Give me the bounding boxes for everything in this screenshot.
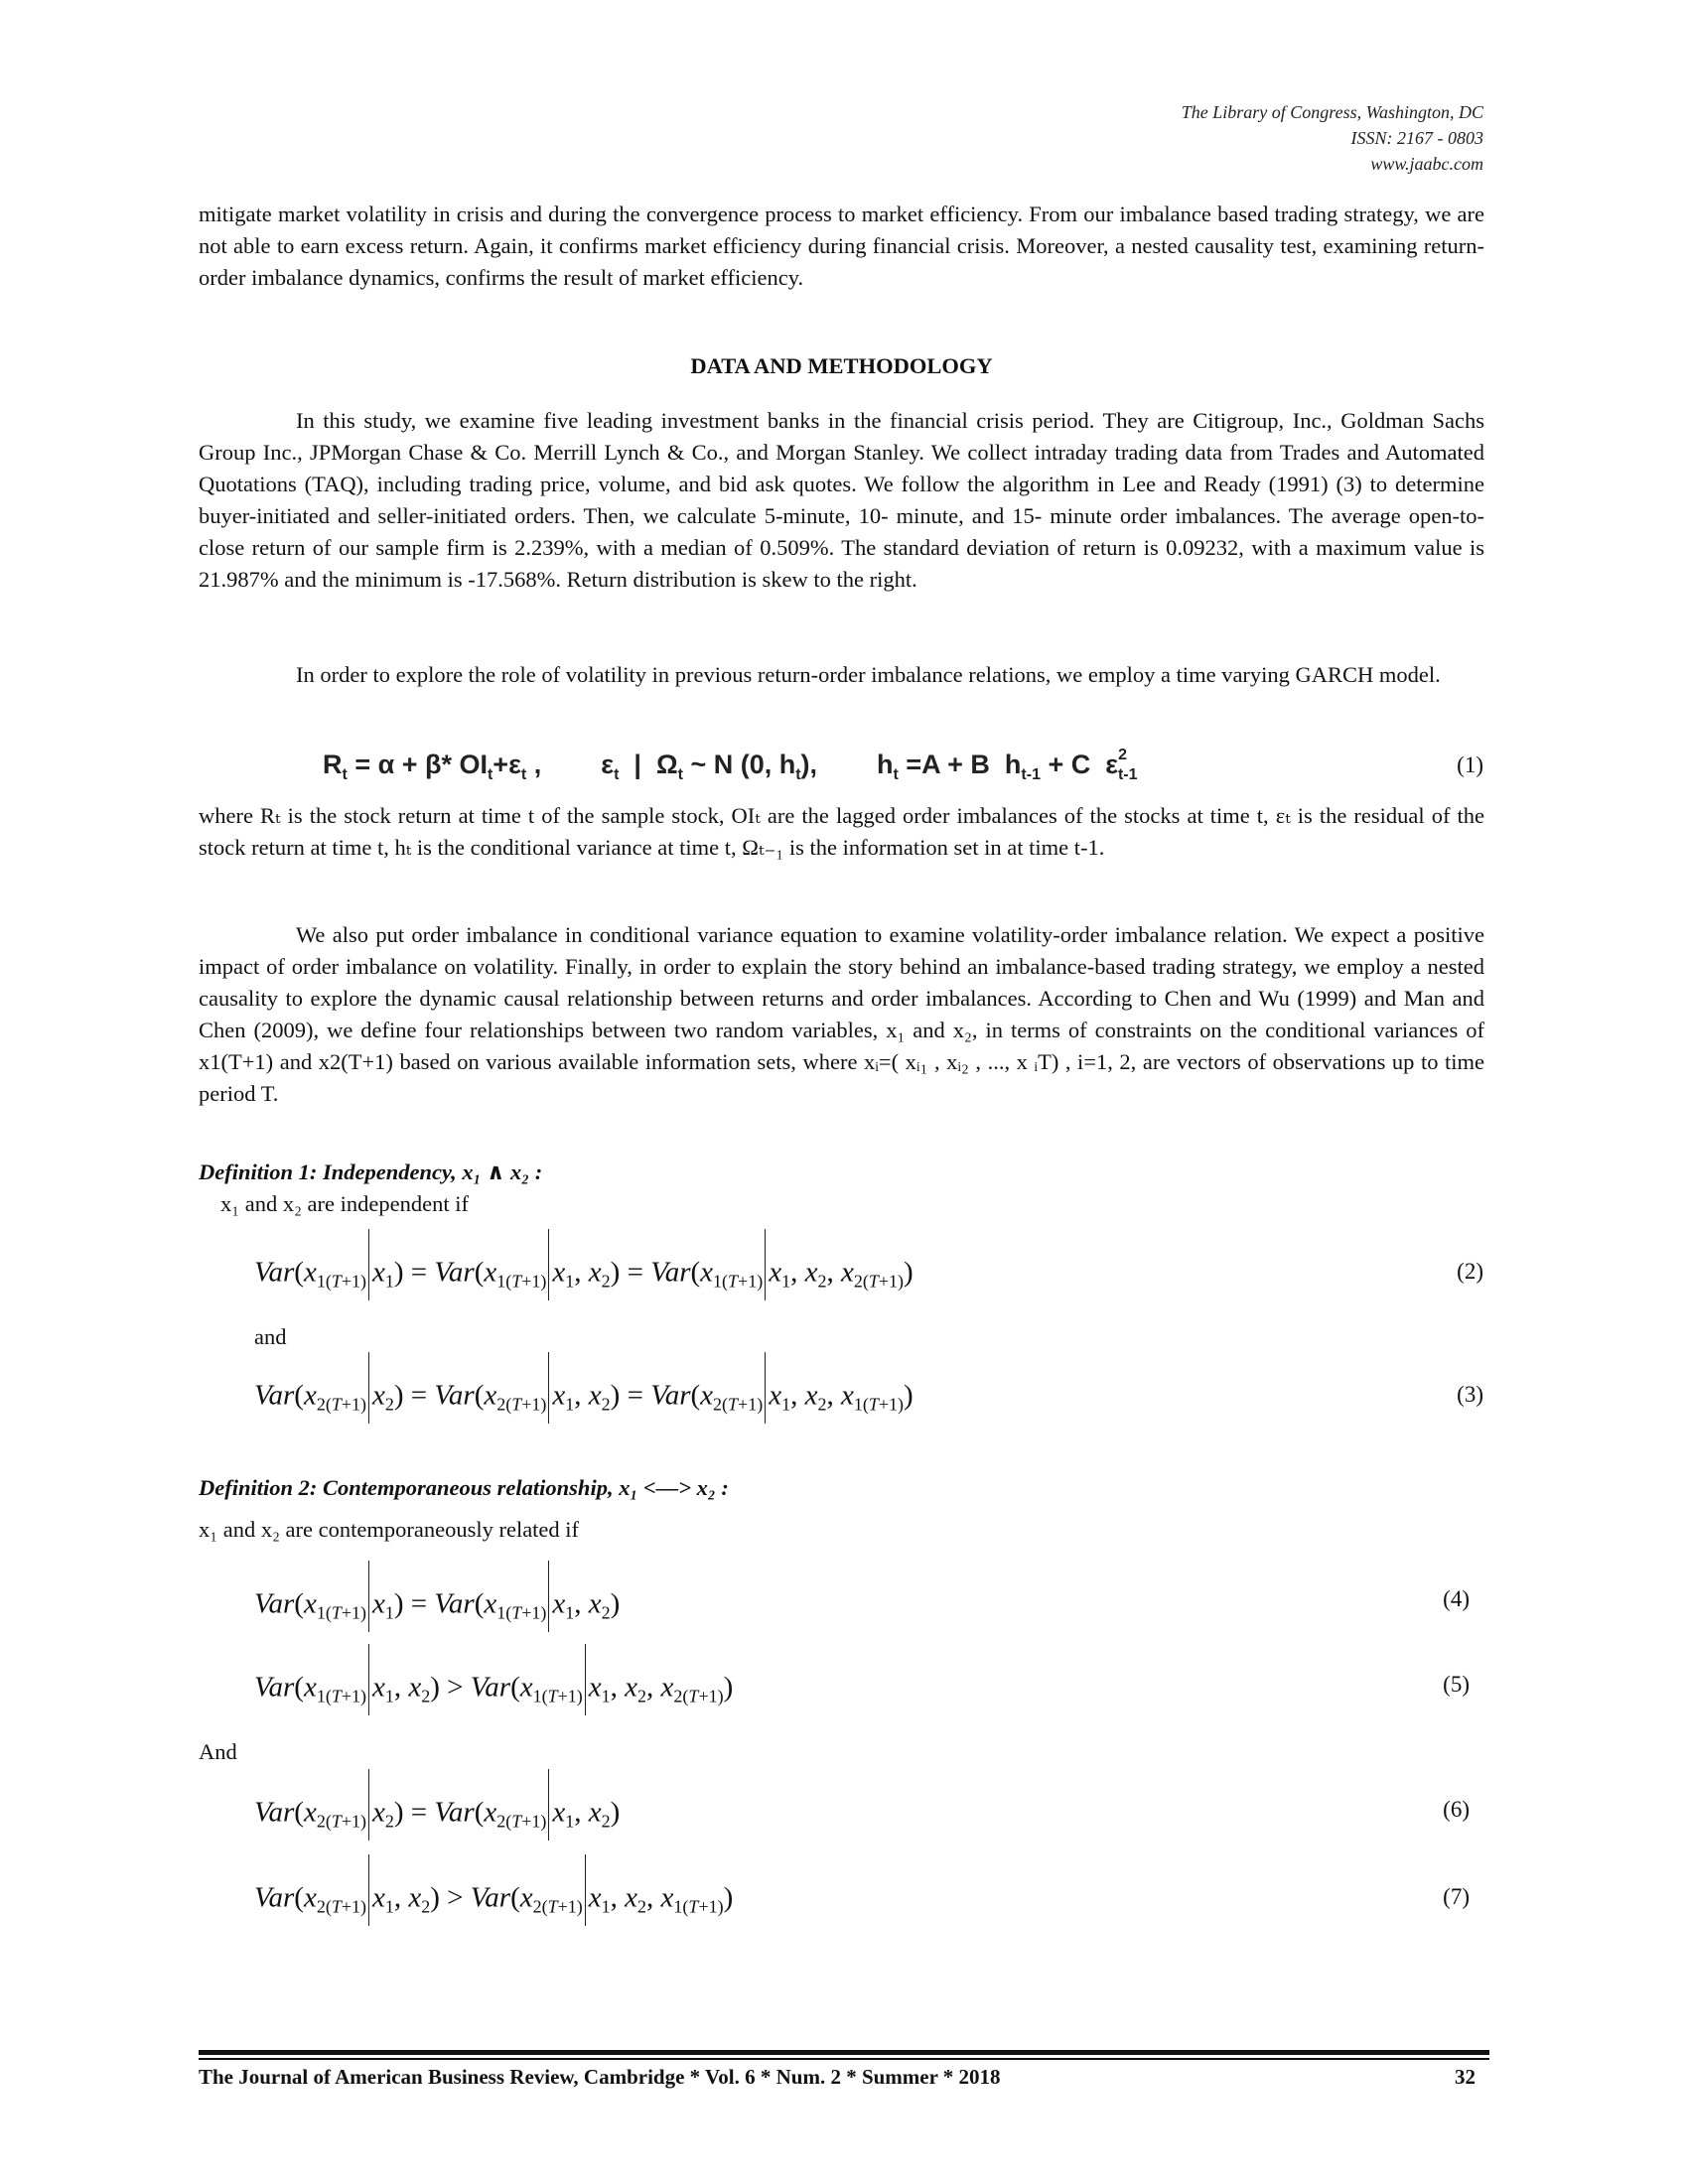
equation-3: $Var(x_{2(T+1)}$ $x_2) = Var(x_{2(T+1)}$ $x_1$, $x_2) = Var(x_{2(T+1)}$ $x_1$, $x_2$, $x_{1(T+1)}$) [254, 1362, 914, 1433]
definition-2-and: And [199, 1739, 237, 1764]
footer-rule-thin [199, 2058, 1489, 2060]
running-header [1182, 99, 1483, 177]
where-paragraph: where Rₜ is the stock return at time t of the sample stock, OIₜ are the lagged order imbalances of the stocks at time t, εₜ is the residual of the stock return at time t, hₜ is the conditional variance at time t, Ωₜ₋₁ is the information set in at time t-1. [199, 803, 1484, 860]
header-line-1: The Library of Congress, Washington, DC [1181, 102, 1483, 122]
equation-6-number: (6) [1443, 1797, 1470, 1822]
data-paragraph-block [199, 405, 1484, 596]
equation-7: $Var(x_{2(T+1)}$ $x_1$, $x_2) > Var(x_{2(T+1)}$ $x_1$, $x_2$, $x_{1(T+1)}$) [254, 1864, 733, 1936]
definition-1-and: and [254, 1324, 287, 1349]
intro-paragraph: mitigate market volatility in crisis and during the convergence process to market efficiency. From our imbalance based trading strategy, we are not able to earn excess return. Again, it confirms market efficiency during financial crisis. Moreover, a nested causality test, examining return-order imbalance dynamics, confirms the result of market efficiency. [199, 202, 1484, 290]
equation-4-number: (4) [1443, 1586, 1470, 1611]
intro-paragraph-block [199, 199, 1484, 294]
footer-journal: The Journal of American Business Review, Cambridge * Vol. 6 * Num. 2 * Summer * 2018 [199, 2065, 1001, 2089]
equation-3-number: (3) [1457, 1382, 1483, 1407]
equation-7-number: (7) [1443, 1884, 1470, 1909]
nested-paragraph-block [199, 919, 1484, 1110]
header-website: www.jaabc.com [1370, 154, 1483, 174]
where-paragraph-block [199, 800, 1484, 864]
header-issn: ISSN: 2167 - 0803 [1350, 128, 1483, 148]
page-footer [199, 2065, 1489, 2090]
garch-paragraph: In order to explore the role of volatility in previous return-order imbalance relations, we employ a time varying GARCH model. [296, 662, 1441, 687]
section-title: DATA AND METHODOLOGY [690, 353, 993, 378]
garch-paragraph-block [199, 659, 1484, 691]
definition-2-intro: x₁ and x₂ are contemporaneously related if [199, 1517, 580, 1542]
equation-6: $Var(x_{2(T+1)}$ $x_2) = Var(x_{2(T+1)}$ $x_1$, $x_2$) [254, 1779, 620, 1850]
nested-paragraph: We also put order imbalance in conditional variance equation to examine volatility-order imbalance relation. We expect a positive impact of order imbalance on volatility. Finally, in order to explain the story behind an imbalance-based trading strategy, we employ a nested causality to explore the dynamic causal relationship between returns and order imbalances. According to Chen and Wu (1999) and Man and Chen (2009), we define four relationships between two random variables, x₁ and x₂, in terms of constraints on the conditional variances of x1(T+1) and x2(T+1) based on various available information sets, where xᵢ=( xᵢ₁ , xᵢ₂ , ..., x ᵢT) , i=1, 2, are vectors of observations up to time period T. [199, 922, 1484, 1106]
definition-2-title: Definition 2: Contemporaneous relationship, x₁ <—> x₂ : [199, 1475, 729, 1500]
equation-1: $R_t = \alpha + \beta*$ $OI_t+\varepsilon_t$ , $\varepsilon_t$ | $\Omega_t$ ~ N (0, $h_t$), $h_t =A + B$ $h_{t-1} + C$ $\varepsilon^2_{t-1}$ [323, 747, 1138, 783]
equation-5-number: (5) [1443, 1672, 1470, 1697]
page-number: 32 [1455, 2065, 1476, 2089]
equation-5: $Var(x_{1(T+1)}$ $x_1$, $x_2) > Var(x_{1(T+1)}$ $x_1$, $x_2$, $x_{2(T+1)}$) [254, 1654, 733, 1725]
equation-2-number: (2) [1457, 1259, 1483, 1284]
definition-1-title: Definition 1: Independency, x₁ ∧ x₂ : [199, 1160, 543, 1184]
data-paragraph: In this study, we examine five leading investment banks in the financial crisis period. They are Citigroup, Inc., Goldman Sachs Group Inc., JPMorgan Chase & Co. Merrill Lynch & Co., and Morgan Stanley. We collect intraday trading data from Trades and Automated Quotations (TAQ), including trading price, volume, and bid ask quotes. We follow the algorithm in Lee and Ready (1991) (3) to determine buyer-initiated and seller-initiated orders. Then, we calculate 5-minute, 10- minute, and 15- minute order imbalances. The average open-to-close return of our sample firm is 2.239%, with a median of 0.509%. The standard deviation of return is 0.09232, with a maximum value is 21.987% and the minimum is -17.568%. Return distribution is skew to the right. [199, 408, 1484, 592]
definition-1-intro: x₁ and x₂ are independent if [220, 1191, 469, 1216]
footer-rule-thick [199, 2050, 1489, 2055]
equation-4: $Var(x_{1(T+1)}$ $x_1) = Var(x_{1(T+1)}$ $x_1$, $x_2$) [254, 1570, 620, 1642]
equation-2: $Var(x_{1(T+1)}$ $x_1) = Var(x_{1(T+1)}$ $x_1$, $x_2) = Var(x_{1(T+1)}$ $x_1$, $x_2$, $x_{2(T+1)}$) [254, 1239, 914, 1310]
equation-1-number: (1) [1457, 752, 1483, 777]
